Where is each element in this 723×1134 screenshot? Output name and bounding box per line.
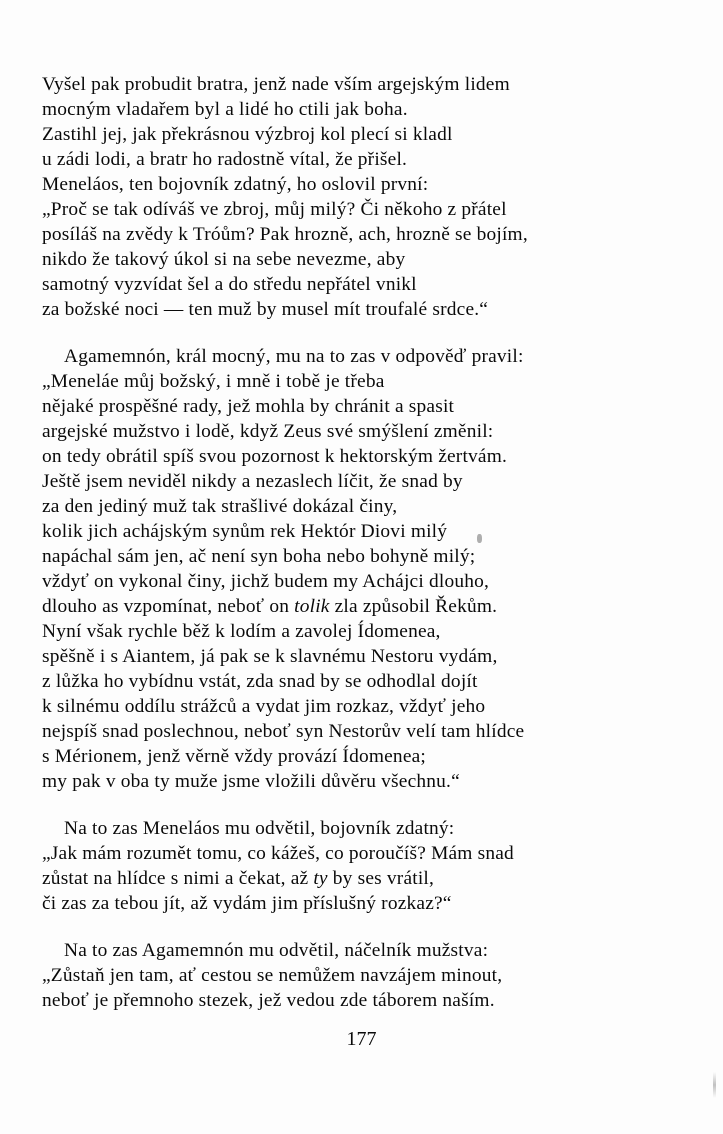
text-line: nějaké prospěšné rady, jež mohla by chránit a spasit xyxy=(42,396,455,417)
text-line: Zastihl jej, jak překrásnou výzbroj kol plecí si kladl xyxy=(42,124,453,145)
text-line: „Meneláe můj božský, i mně i tobě je třeba xyxy=(42,371,385,392)
text-line: posíláš na zvědy k Tróům? Pak hrozně, ach, hrozně se bojím, xyxy=(42,224,528,245)
text-line: kolik jich achájským synům rek Hektór Diovi milý xyxy=(42,521,448,542)
page-number: 177 xyxy=(346,1028,377,1050)
text-line: k silnému oddílu strážců a vydat jim rozkaz, vždyť jeho xyxy=(42,696,486,717)
text-line: „Jak mám rozumět tomu, co kážeš, co poroučíš? Mám snad xyxy=(42,843,514,864)
text-line: vždyť on vykonal činy, jichž budem my Achájci dlouho, xyxy=(42,571,490,592)
text-line: Ještě jsem neviděl nikdy a nezaslech líčit, že snad by xyxy=(42,471,463,492)
text-line: Vyšel pak probudit bratra, jenž nade vším argejským lidem xyxy=(42,74,510,95)
text-line: za božské noci — ten muž by musel mít troufalé srdce.“ xyxy=(42,299,489,320)
text-line: s Mérionem, jenž věrně vždy provází Ídomenea; xyxy=(42,746,427,767)
text-line: Meneláos, ten bojovník zdatný, ho oslovil první: xyxy=(42,174,429,195)
text-line: u zádi lodi, a bratr ho radostně vítal, že přišel. xyxy=(42,149,408,170)
paragraph xyxy=(42,816,682,916)
text-line-with-italic: zůstat na hlídce s nimi a čekat, až ty by ses vrátil, xyxy=(42,868,435,889)
text-line: nejspíš snad poslechnou, neboť syn Nestorův velí tam hlídce xyxy=(42,721,525,742)
text-line: mocným vladařem byl a lidé ho ctili jak boha. xyxy=(42,99,408,120)
text-line: Nyní však rychle běž k lodím a zavolej Ídomenea, xyxy=(42,621,441,642)
scan-edge-artifact xyxy=(713,1072,716,1098)
paragraph xyxy=(42,72,682,322)
text-line: „Proč se tak odíváš ve zbroj, můj milý? Či někoho z přátel xyxy=(42,199,507,220)
paragraph xyxy=(42,344,682,794)
text-line: Na to zas Agamemnón mu odvětil, náčelník mužstva: xyxy=(64,940,489,961)
text-line: za den jediný muž tak strašlivé dokázal činy, xyxy=(42,496,398,517)
text-line: či zas za tebou jít, až vydám jim příslušný rozkaz?“ xyxy=(42,893,452,914)
text-line: z lůžka ho vybídnu vstát, zda snad by se odhodlal dojít xyxy=(42,671,478,692)
text-line: on tedy obrátil spíš svou pozornost k hektorským žertvám. xyxy=(42,446,508,467)
text-line: argejské mužstvo i lodě, když Zeus své smýšlení změnil: xyxy=(42,421,494,442)
text-line: samotný vyzvídat šel a do středu nepřátel vnikl xyxy=(42,274,417,295)
text-line: nikdo že takový úkol si na sebe nevezme, aby xyxy=(42,249,406,270)
text-line-with-italic: dlouho as vzpomínat, neboť on tolik zla způsobil Řekům. xyxy=(42,596,498,617)
text-line: my pak v oba ty muže jsme vložili důvěru všechnu.“ xyxy=(42,771,460,792)
text-line: spěšně i s Aiantem, já pak se k slavnému Nestoru vydám, xyxy=(42,646,498,667)
text-line: neboť je přemnoho stezek, jež vedou zde táborem naším. xyxy=(42,990,495,1011)
text-line: napáchal sám jen, ač není syn boha nebo bohyně milý; xyxy=(42,546,476,567)
text-line: „Zůstaň jen tam, ať cestou se nemůžem navzájem minout, xyxy=(42,965,503,986)
page-text-body xyxy=(42,72,682,1013)
text-line: Agamemnón, král mocný, mu na to zas v odpověď pravil: xyxy=(64,346,524,367)
paragraph xyxy=(42,938,682,1013)
text-line: Na to zas Meneláos mu odvětil, bojovník zdatný: xyxy=(64,818,455,839)
